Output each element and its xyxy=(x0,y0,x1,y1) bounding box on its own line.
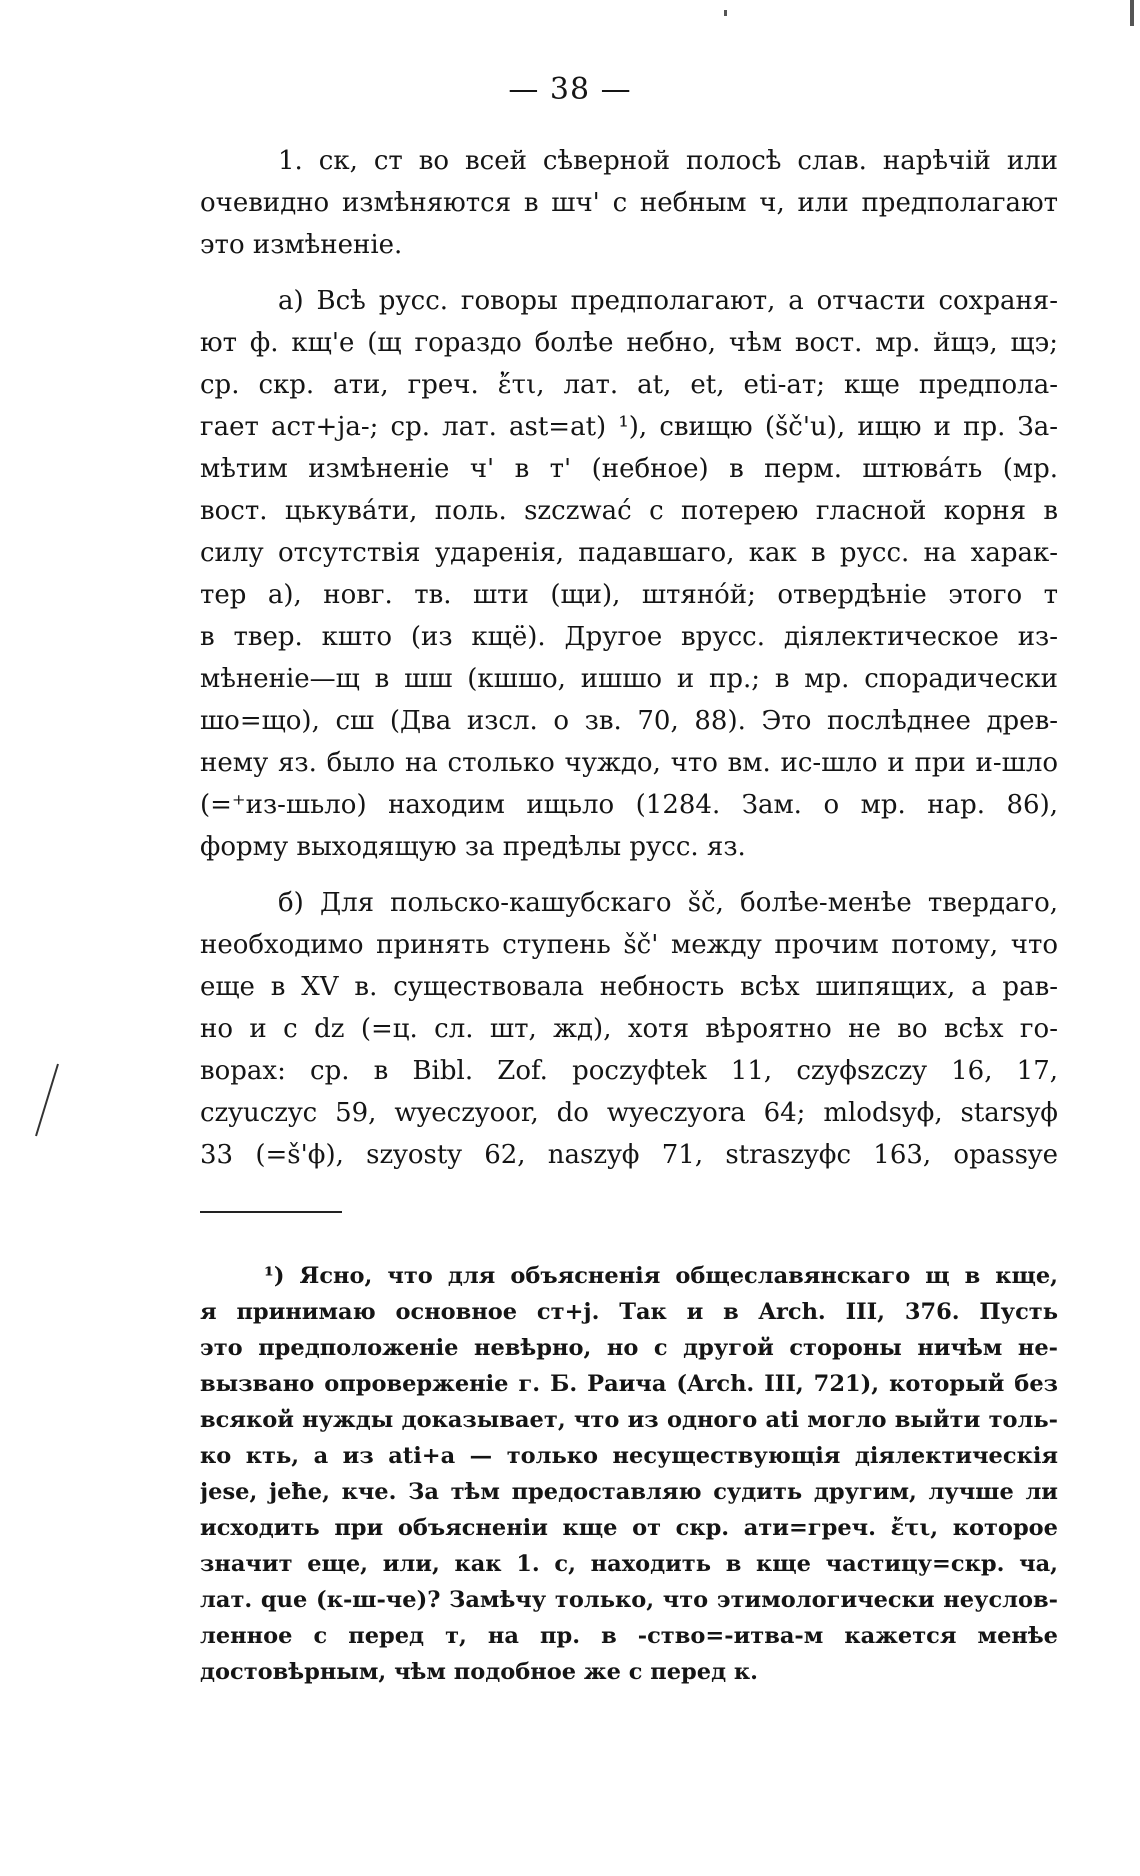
text-line: (=⁺из-шьло) находим ищьло (1284. Зам. о мр. нар. 86), xyxy=(200,790,1058,820)
paragraph-3 xyxy=(200,882,1058,1176)
footnote-line: jesе, jeħe, кче. За тѣм предоставляю судить другим, лучше ли xyxy=(200,1479,1058,1505)
text-line: это измѣненіе. xyxy=(200,230,403,260)
text-line: тер а), новг. тв. шти (щи), штянóй; отвердѣніе этого т xyxy=(200,580,1058,610)
footnote-line: ¹) Ясно, что для объясненія общеславянскаго щ в кще, xyxy=(264,1263,1058,1289)
text-line: нему яз. было на столько чуждо, что вм. ис-шло и при и-шло xyxy=(200,748,1058,778)
footnote-line: я принимаю основное ст+j. Так и в Arch. III, 376. Пусть xyxy=(200,1299,1058,1325)
text-line: но и с dz (=ц. сл. шт, жд), хотя вѣроятно не во всѣх го- xyxy=(200,1014,1058,1044)
text-line: форму выходящую за предѣлы русс. яз. xyxy=(200,832,746,862)
text-line: ср. скр. ати, греч. ἔτι, лат. at, et, eti-ат; кще предпола- xyxy=(200,370,1058,400)
footnote-line: лат. que (к-ш-че)? Замѣчу только, что этимологически неуслов- xyxy=(200,1587,1058,1613)
text-line: ворах: ср. в Bibl. Zof. poczyϕtek 11, czyϕszczy 16, 17, xyxy=(200,1056,1058,1086)
text-line: еще в XV в. существовала небность всѣх шипящих, а рав- xyxy=(200,972,1058,1002)
text-line: в твер. кшто (из кщё). Другое врусс. діялектическое из- xyxy=(200,622,1058,652)
main-text xyxy=(200,140,1058,1190)
page-number: — 38 — xyxy=(508,72,632,107)
footnote-line: значит еще, или, как 1. с, находить в кще частицу=скр. ча, xyxy=(200,1551,1058,1577)
text-line: гает аст+jа-; ср. лат. ast=at) ¹), свищю (šč'u), ищю и пр. За- xyxy=(200,412,1058,442)
scan-edge-mark xyxy=(1130,0,1134,26)
footnote xyxy=(200,1258,1058,1690)
text-line: 1. ск, ст во всей сѣверной полосѣ слав. нарѣчій или xyxy=(278,146,1058,176)
text-line: а) Всѣ русс. говоры предполагают, а отчасти сохраня- xyxy=(278,286,1058,316)
footnote-line: исходить при объясненіи кще от скр. ати=греч. ἔτι, которое xyxy=(200,1515,1058,1541)
text-line: силу отсутствія ударенія, падавшаго, как в русс. на харак- xyxy=(200,538,1058,568)
text-line: необходимо принять ступень šč' между прочим потому, что xyxy=(200,930,1058,960)
footnote-line: это предположеніе невѣрно, но с другой стороны ничѣм не- xyxy=(200,1335,1058,1361)
footnote-line: ленное с перед т, на пр. в -ство=-итва-м кажется менѣе xyxy=(200,1623,1058,1649)
text-line: czyuczyc 59, wyeczyoor, do wyeczyora 64; mlodsyϕ, starsyϕ xyxy=(200,1098,1058,1128)
paragraph-2 xyxy=(200,280,1058,868)
text-line: мѣтим измѣненіе ч' в т' (небное) в перм. штювáть (мр. xyxy=(200,454,1058,484)
text-line: 33 (=š'ϕ), szyosty 62, naszyϕ 71, straszyϕc 163, opassye xyxy=(200,1140,1058,1170)
scan-speck xyxy=(724,10,727,16)
paragraph-1 xyxy=(200,140,1058,266)
margin-pencil-mark xyxy=(30,1060,66,1140)
footnote-line: ко кть, а из ati+a — только несуществующія діялектическія xyxy=(200,1443,1058,1469)
footnote-line: вызвано опроверженіе г. Б. Раича (Arch. III, 721), который без xyxy=(200,1371,1058,1397)
text-line: шо=що), сш (Два изсл. о зв. 70, 88). Это послѣднее древ- xyxy=(200,706,1058,736)
text-line: мѣненіе—щ в шш (кшшо, ишшо и пр.; в мр. спорадически xyxy=(200,664,1058,694)
text-line: б) Для польско-кашубскаго šč, болѣе-менѣе твердаго, xyxy=(278,888,1058,918)
footnote-line: достовѣрным, чѣм подобное же с перед к. xyxy=(200,1659,758,1685)
text-line: вост. цькувáти, поль. szczwać с потерею гласной корня в xyxy=(200,496,1058,526)
footnote-divider xyxy=(200,1211,342,1213)
text-line: очевидно измѣняются в шч' с небным ч, или предполагают xyxy=(200,188,1058,218)
footnote-line: всякой нужды доказывает, что из одного ati могло выйти толь- xyxy=(200,1407,1058,1433)
text-line: ют ф. кщ'е (щ гораздо болѣе небно, чѣм вост. мр. йщэ, щэ; xyxy=(200,328,1058,358)
